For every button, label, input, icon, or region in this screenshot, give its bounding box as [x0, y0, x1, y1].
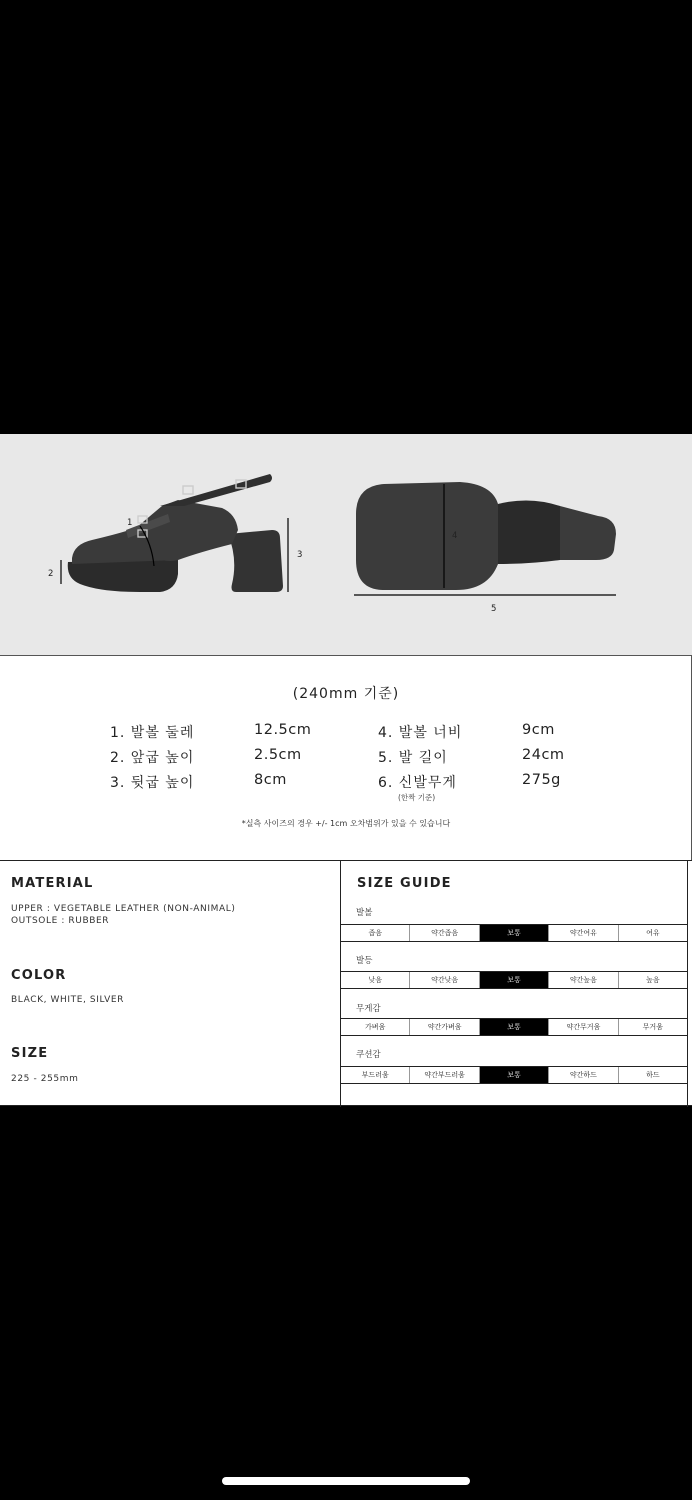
diagram-label-3: 3 [297, 550, 303, 560]
shoe-diagram [0, 434, 692, 655]
measurement-value-6: 275g [522, 772, 561, 788]
material-heading: MATERIAL [11, 876, 94, 891]
diagram-label-4: 4 [452, 531, 458, 541]
measurement-sub-note: (한짝 기준) [398, 793, 436, 802]
measurement-value-4: 9cm [522, 722, 555, 738]
size-guide-label-instep: 발등 [356, 956, 373, 966]
scale-option: 낮음 [341, 972, 410, 988]
scale-option: 약간하드 [549, 1067, 618, 1083]
sandal-side-view [61, 474, 288, 592]
measurement-value-5: 24cm [522, 747, 565, 763]
diagram-label-2: 2 [48, 569, 54, 579]
measurement-basis: (240mm 기준) [292, 686, 400, 702]
color-heading: COLOR [11, 968, 67, 983]
size-guide-label-width: 발볼 [356, 908, 373, 918]
scale-option-selected: 보통 [480, 1067, 549, 1083]
scale-option: 좁음 [341, 925, 410, 941]
scale-option: 부드러움 [341, 1067, 410, 1083]
scale-option: 약간가벼움 [410, 1019, 479, 1035]
diagram-label-5: 5 [491, 604, 497, 614]
measurement-section [0, 655, 692, 860]
scale-option: 약간낮음 [410, 972, 479, 988]
diagram-label-1: 1 [127, 518, 133, 528]
scale-option: 약간좁음 [410, 925, 479, 941]
size-guide-scale-cushion [341, 1066, 687, 1084]
measurement-notice: *실측 사이즈의 경우 +/- 1cm 오차범위가 있을 수 있습니다 [241, 819, 451, 828]
scale-option-selected: 보통 [480, 972, 549, 988]
shoe-measurement-figure [0, 434, 692, 655]
size-value: 225 - 255mm [11, 1074, 79, 1084]
scale-option: 약간부드러움 [410, 1067, 479, 1083]
scale-option: 무거움 [642, 1023, 663, 1031]
measurement-label-6: 6. 신발무게 [378, 775, 457, 791]
top-black-area [0, 0, 692, 434]
scale-option-selected: 보통 [480, 925, 549, 941]
scale-option-selected: 보통 [480, 1019, 549, 1035]
size-guide-label-weight: 무게감 [356, 1004, 381, 1014]
size-guide-scale-width [341, 924, 687, 942]
measurement-label-3: 3. 뒷굽 높이 [110, 775, 195, 791]
size-guide-scale-instep [341, 971, 687, 989]
size-guide-scale-weight [341, 1018, 687, 1036]
scale-option: 가벼움 [341, 1019, 410, 1035]
measurement-value-3: 8cm [254, 772, 287, 788]
home-indicator[interactable] [222, 1477, 470, 1485]
measurement-label-1: 1. 발볼 둘레 [110, 725, 195, 741]
scale-option: 약간여유 [549, 925, 618, 941]
product-info-section [0, 860, 692, 1106]
scale-option: 높음 [646, 976, 660, 984]
size-guide-label-cushion: 쿠션감 [356, 1050, 381, 1060]
color-value: BLACK, WHITE, SILVER [11, 995, 125, 1005]
size-guide-heading: SIZE GUIDE [357, 876, 452, 891]
right-border [687, 861, 688, 1107]
measurement-label-5: 5. 발 길이 [378, 750, 448, 766]
measurement-label-4: 4. 발볼 너비 [378, 725, 463, 741]
measurement-label-2: 2. 앞굽 높이 [110, 750, 195, 766]
measurement-value-1: 12.5cm [254, 722, 312, 738]
material-outsole: OUTSOLE : RUBBER [11, 916, 110, 926]
scale-option: 약간높음 [549, 972, 618, 988]
scale-option: 하드 [646, 1071, 660, 1079]
size-heading: SIZE [11, 1046, 49, 1061]
scale-option: 여유 [646, 929, 660, 937]
measurement-value-2: 2.5cm [254, 747, 302, 763]
sole-bottom-view [354, 482, 616, 595]
material-upper: UPPER : VEGETABLE LEATHER (NON-ANIMAL) [11, 904, 236, 914]
scale-option: 약간무거움 [549, 1019, 618, 1035]
bottom-black-area [0, 1110, 692, 1500]
